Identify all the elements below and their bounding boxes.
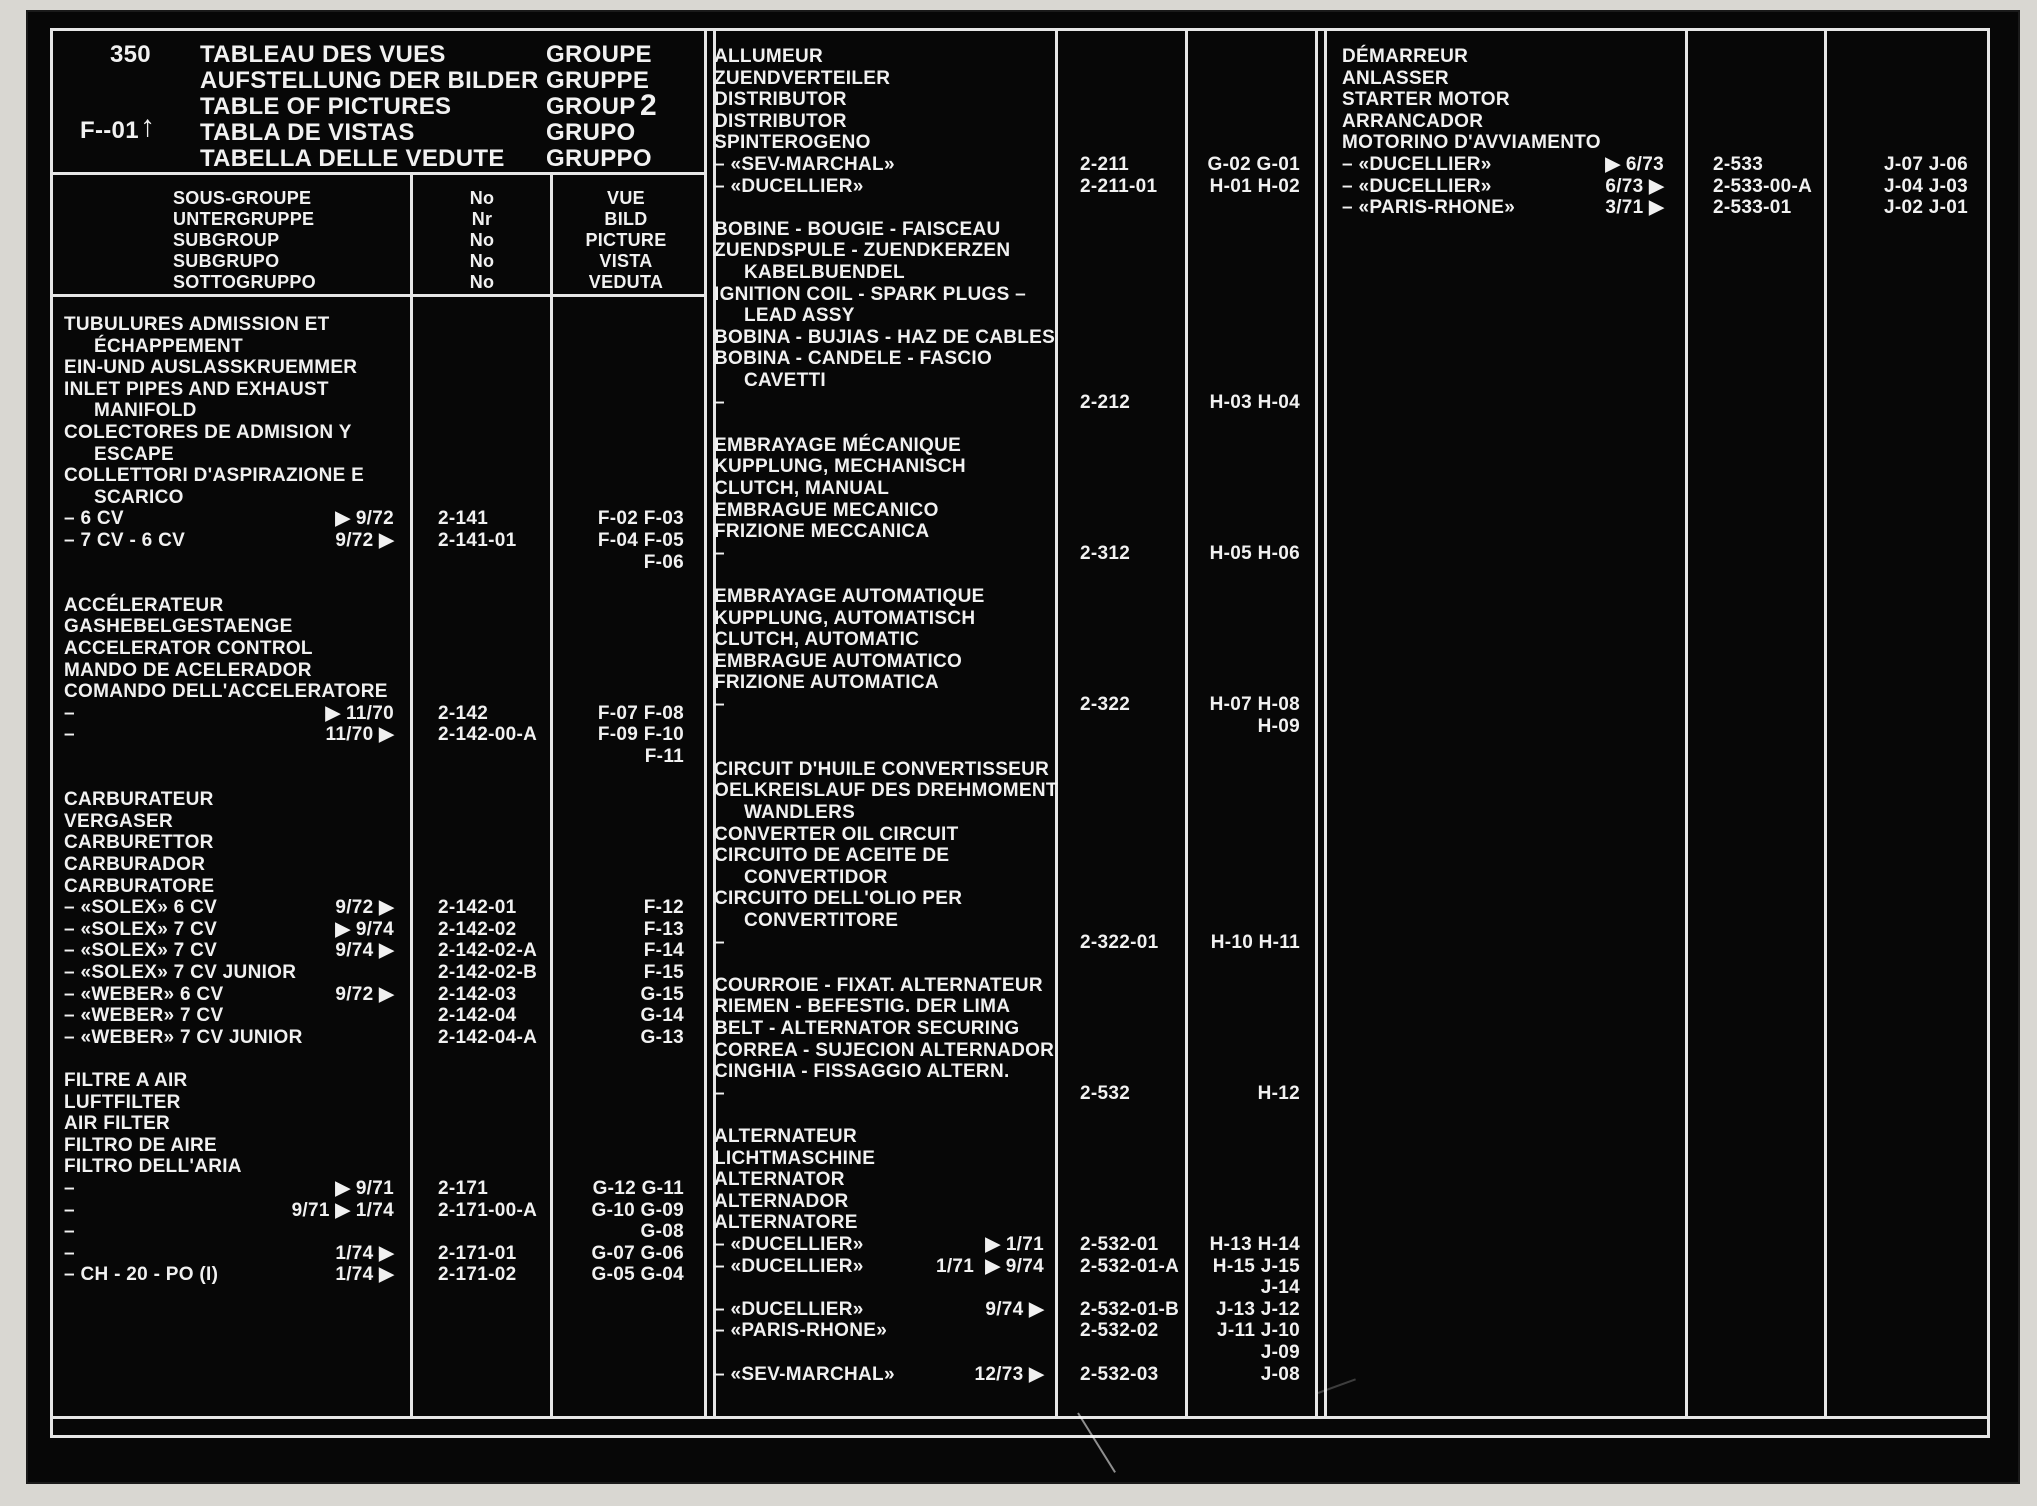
view-label-line: VUE	[607, 188, 645, 208]
divider-vue-col3	[1824, 28, 1827, 1418]
entry-text: CARBURATEUR	[64, 789, 214, 811]
entry-text: –	[714, 391, 725, 413]
number-label-line: No	[469, 230, 495, 250]
page-title-line: AUFSTELLUNG DER BILDER	[200, 67, 539, 94]
page-title-line: TABLE OF PICTURES	[200, 93, 452, 120]
entry-date: ▶ 11/70	[325, 702, 394, 724]
entry-view: F-14	[643, 940, 684, 962]
entry-text: RIEMEN - BEFESTIG. DER LIMA	[714, 996, 1011, 1018]
entry-view: H-09	[1257, 715, 1300, 737]
entry-date: ▶ 9/72	[335, 508, 394, 530]
entry-text: BELT - ALTERNATOR SECURING	[714, 1018, 1020, 1039]
entry-view: H-10 H-11	[1210, 931, 1300, 953]
entry-text: KUPPLUNG, AUTOMATISCH	[714, 607, 976, 629]
divider-no-vue-col1	[550, 172, 553, 1418]
group-label-line: GRUPPO	[546, 145, 652, 172]
entry-view: F-06	[643, 551, 684, 573]
entry-text: AIR FILTER	[64, 1113, 171, 1135]
entry-number: 2-533-00-A	[1713, 175, 1813, 197]
entry-number: 2-532-01	[1080, 1234, 1159, 1255]
entry-text: –	[714, 542, 725, 564]
entry-date: 1/74 ▶	[335, 1264, 394, 1286]
entry-text: ACCÉLERATEUR	[64, 594, 224, 616]
entry-number: 2-171-02	[438, 1264, 517, 1286]
entry-date: 12/73 ▶	[974, 1363, 1044, 1385]
entry-view: G-14	[640, 1005, 684, 1027]
entry-number: 2-142-04-A	[438, 1026, 538, 1048]
entry-text: ACCELERATOR CONTROL	[64, 638, 313, 659]
entry-text: KABELBUENDEL	[744, 262, 905, 283]
number-label-line: No	[469, 251, 495, 271]
entry-text: IGNITION COIL - SPARK PLUGS –	[714, 283, 1027, 305]
page-number: 350	[110, 41, 151, 68]
entry-text: SPINTEROGENO	[714, 132, 871, 154]
entry-text: – «SOLEX» 7 CV	[64, 940, 218, 962]
entry-view: H-03 H-04	[1209, 391, 1300, 413]
entry-view: G-02 G-01	[1207, 154, 1300, 175]
group-label-line: GROUPE	[546, 41, 652, 68]
entry-text: –	[714, 931, 725, 953]
subgroup-label-line: UNTERGRUPPE	[173, 209, 315, 229]
entry-view: J-11 J-10	[1217, 1320, 1300, 1342]
entry-view: F-04 F-05	[597, 530, 684, 551]
entry-date: ▶ 9/74	[335, 918, 394, 940]
entry-text: CIRCUITO DELL'OLIO PER	[714, 888, 963, 910]
entry-view: F-12	[643, 897, 684, 919]
entry-date: 9/74 ▶	[985, 1298, 1044, 1320]
page-title-line: TABELLA DELLE VEDUTE	[200, 145, 505, 172]
entry-number: 2-532-01-A	[1080, 1255, 1180, 1277]
entry-view: J-08	[1260, 1363, 1300, 1385]
entry-number: 2-142-04	[438, 1005, 517, 1027]
number-label-line: Nr	[471, 209, 493, 229]
entry-text: EIN-UND AUSLASSKRUEMMER	[64, 357, 358, 379]
entry-text: ALTERNATORE	[714, 1212, 858, 1234]
entry-number: 2-322-01	[1080, 931, 1159, 953]
group-label-line: GRUPO	[546, 119, 636, 146]
entry-number: 2-532-01-B	[1080, 1298, 1180, 1320]
entry-number: 2-171-01	[438, 1242, 517, 1264]
entry-text: CARBURADOR	[64, 854, 206, 875]
entry-text: – «SOLEX» 7 CV JUNIOR	[64, 962, 297, 983]
entry-text: VERGASER	[64, 810, 174, 832]
entry-date: 11/70 ▶	[325, 724, 394, 746]
entry-text: –	[714, 694, 725, 715]
entry-text: BOBINA - CANDELE - FASCIO	[714, 348, 993, 370]
entry-text: – CH - 20 - PO (I)	[64, 1264, 219, 1286]
number-label-line: No	[469, 272, 495, 292]
divider-no-col2	[1055, 28, 1058, 1418]
entry-text: EMBRAYAGE AUTOMATIQUE	[714, 586, 985, 607]
footer-rule	[50, 1416, 1990, 1419]
entry-text: EMBRAGUE MECANICO	[714, 499, 939, 521]
page-ref: F--01	[80, 117, 139, 144]
entry-view: J-09	[1260, 1342, 1300, 1363]
entry-view: H-15 J-15	[1212, 1255, 1300, 1277]
entry-text: EMBRAYAGE MÉCANIQUE	[714, 434, 962, 456]
entry-text: CIRCUIT D'HUILE CONVERTISSEUR	[714, 758, 1050, 780]
entry-text: MANIFOLD	[94, 400, 197, 422]
entry-number: 2-533	[1713, 154, 1764, 175]
entry-text: ARRANCADOR	[1342, 110, 1484, 132]
entry-text: OELKREISLAUF DES DREHMOMENT	[714, 780, 1058, 802]
subgroup-label-line: SOUS-GROUPE	[173, 188, 312, 208]
up-arrow-icon: ↑	[140, 110, 156, 143]
entry-text: –	[64, 1199, 75, 1221]
entry-text: INLET PIPES AND EXHAUST	[64, 378, 329, 400]
entry-text: ALTERNATOR	[714, 1169, 845, 1191]
entry-text: – «WEBER» 7 CV JUNIOR	[64, 1026, 303, 1048]
entry-number: 2-532-02	[1080, 1320, 1159, 1342]
entry-number: 2-211	[1080, 154, 1130, 175]
entry-text: FILTRO DELL'ARIA	[64, 1156, 242, 1178]
entry-text: DISTRIBUTOR	[714, 110, 847, 132]
entry-text: – 6 CV	[64, 508, 124, 530]
entry-text: CONVERTITORE	[744, 910, 899, 931]
entry-view: H-13 H-14	[1209, 1234, 1300, 1255]
entry-view: G-13	[640, 1026, 684, 1048]
entry-text: TUBULURES ADMISSION ET	[64, 314, 330, 335]
entry-date: 1/74 ▶	[335, 1242, 394, 1264]
view-label-line: VISTA	[599, 251, 653, 271]
entry-text: –	[714, 1082, 725, 1104]
subheader-rule	[50, 294, 705, 297]
entry-text: ÉCHAPPEMENT	[94, 335, 243, 357]
entry-text: – «DUCELLIER»	[714, 1298, 864, 1320]
entry-number: 2-312	[1080, 542, 1131, 564]
divider-vue-col2	[1185, 28, 1188, 1418]
entry-text: COURROIE - FIXAT. ALTERNATEUR	[714, 974, 1043, 996]
entry-text: ESCAPE	[94, 443, 174, 465]
entry-view: F-07 F-08	[597, 702, 684, 724]
entry-view: J-14	[1260, 1277, 1300, 1299]
entry-text: – «SOLEX» 7 CV	[64, 918, 218, 940]
entry-text: ANLASSER	[1342, 67, 1449, 89]
entry-text: – «PARIS-RHONE»	[714, 1320, 888, 1342]
entry-text: CARBURATORE	[64, 875, 215, 897]
subgroup-label-line: SUBGRUPO	[173, 251, 280, 271]
entry-text: KUPPLUNG, MECHANISCH	[714, 456, 966, 478]
group-number: 2	[640, 89, 657, 122]
entry-number: 2-211-01	[1080, 175, 1158, 197]
entry-text: FRIZIONE MECCANICA	[714, 521, 930, 543]
entry-text: FILTRO DE AIRE	[64, 1134, 218, 1156]
entry-text: COMANDO DELL'ACCELERATORE	[64, 681, 388, 703]
subgroup-label-line: SUBGROUP	[173, 230, 280, 250]
entry-text: –	[64, 1221, 75, 1243]
view-label-line: VEDUTA	[588, 272, 664, 292]
entry-number: 2-142-02-A	[438, 940, 538, 962]
entry-number: 2-141	[438, 508, 489, 530]
entry-text: STARTER MOTOR	[1342, 89, 1510, 111]
view-label-line: BILD	[604, 209, 648, 229]
entry-view: F-02 F-03	[597, 508, 684, 530]
entry-view: G-07 G-06	[591, 1242, 684, 1264]
divider-col1-col2	[704, 28, 707, 1418]
entry-text: WANDLERS	[744, 802, 856, 823]
entry-text: CINGHIA - FISSAGGIO ALTERN.	[714, 1061, 1010, 1083]
group-label-line: GRUPPE	[546, 67, 650, 94]
entry-text: CONVERTIDOR	[744, 866, 888, 888]
entry-view: F-09 F-10	[597, 724, 684, 746]
entry-text: MOTORINO D'AVVIAMENTO	[1342, 132, 1601, 154]
divider-no-col3	[1685, 28, 1688, 1418]
entry-view: J-04 J-03	[1883, 175, 1968, 197]
entry-text: – «DUCELLIER»	[1342, 175, 1492, 197]
entry-text: COLLETTORI D'ASPIRAZIONE E	[64, 465, 365, 487]
entry-view: J-13 J-12	[1215, 1298, 1300, 1320]
entry-text: – «DUCELLIER»	[1342, 154, 1492, 175]
entry-date: 9/72 ▶	[335, 983, 394, 1005]
entry-date: 1/71 ▶ 9/74	[935, 1255, 1044, 1277]
view-label-line: PICTURE	[585, 230, 667, 250]
entry-text: ALTERNADOR	[714, 1190, 849, 1212]
entry-view: G-10 G-09	[591, 1199, 684, 1221]
entry-text: LEAD ASSY	[744, 305, 855, 327]
entry-text: – «PARIS-RHONE»	[1342, 197, 1516, 219]
entry-view: J-02 J-01	[1883, 197, 1968, 219]
entry-text: ZUENDSPULE - ZUENDKERZEN	[714, 240, 1011, 262]
entry-date: ▶ 6/73	[1605, 154, 1664, 175]
entry-text: –	[64, 702, 75, 724]
divider-text-no-col1	[410, 172, 413, 1418]
entry-text: CORREA - SUJECION ALTERNADOR	[714, 1039, 1055, 1061]
entry-text: ALTERNATEUR	[714, 1126, 857, 1147]
entry-text: –	[64, 1242, 75, 1264]
entry-text: –	[64, 724, 75, 746]
entry-text: – «DUCELLIER»	[714, 1234, 864, 1255]
entry-text: EMBRAGUE AUTOMATICO	[714, 650, 963, 672]
entry-text: – «SEV-MARCHAL»	[714, 154, 895, 175]
entry-text: – «DUCELLIER»	[714, 175, 864, 197]
entry-number: 2-142-01	[438, 897, 517, 919]
entry-text: LICHTMASCHINE	[714, 1147, 876, 1169]
entry-text: GASHEBELGESTAENGE	[64, 616, 293, 638]
page-title-line: TABLEAU DES VUES	[200, 41, 446, 68]
entry-text: FRIZIONE AUTOMATICA	[714, 672, 939, 694]
entry-text: – «DUCELLIER»	[714, 1255, 864, 1277]
entry-text: – «SEV-MARCHAL»	[714, 1363, 895, 1385]
entry-text: CAVETTI	[744, 370, 826, 391]
entry-number: 2-142-02-B	[438, 962, 538, 983]
entry-view: J-07 J-06	[1883, 154, 1968, 175]
entry-text: CLUTCH, AUTOMATIC	[714, 629, 920, 651]
entry-number: 2-142-00-A	[438, 724, 538, 746]
entry-number: 2-142-02	[438, 918, 517, 940]
entry-date: 6/73 ▶	[1605, 175, 1664, 197]
entry-number: 2-532	[1080, 1082, 1131, 1104]
entry-text: DISTRIBUTOR	[714, 89, 847, 111]
entry-text: FILTRE A AIR	[64, 1070, 188, 1091]
entry-view: F-15	[643, 962, 684, 983]
entry-text: –	[64, 1178, 75, 1199]
entry-number: 2-142	[438, 702, 489, 724]
entry-text: – «WEBER» 6 CV	[64, 983, 224, 1005]
subgroup-label-line: SOTTOGRUPPO	[173, 272, 316, 292]
entry-number: 2-142-03	[438, 983, 517, 1005]
group-label-line: GROUP	[546, 93, 636, 120]
entry-view: H-05 H-06	[1209, 542, 1300, 564]
entry-number: 2-171-00-A	[438, 1199, 538, 1221]
entry-date: ▶ 9/71	[335, 1178, 394, 1199]
entry-view: F-13	[643, 918, 684, 940]
entry-text: – 7 CV - 6 CV	[64, 530, 186, 551]
entry-text: COLECTORES DE ADMISION Y	[64, 422, 352, 443]
entry-text: ALLUMEUR	[714, 46, 823, 67]
entry-text: – «SOLEX» 6 CV	[64, 897, 218, 919]
entry-text: CONVERTER OIL CIRCUIT	[714, 823, 959, 845]
divider-col2-col3-double	[1324, 28, 1327, 1418]
entry-text: LUFTFILTER	[64, 1091, 181, 1113]
entry-date: 9/71 ▶ 1/74	[291, 1199, 394, 1221]
page-title-line: TABLA DE VISTAS	[200, 119, 415, 146]
entry-text: CLUTCH, MANUAL	[714, 478, 890, 499]
entry-date: 9/74 ▶	[335, 940, 394, 962]
catalog-page	[28, 12, 2018, 1482]
entry-date: 9/72 ▶	[335, 530, 394, 551]
entry-view: G-15	[640, 983, 684, 1005]
entry-text: BOBINE - BOUGIE - FAISCEAU	[714, 218, 1001, 240]
entry-number: 2-322	[1080, 694, 1131, 715]
entry-number: 2-532-03	[1080, 1363, 1159, 1385]
entry-view: G-08	[640, 1221, 684, 1243]
entry-text: CARBURETTOR	[64, 832, 214, 854]
entry-view: H-07 H-08	[1209, 694, 1300, 715]
number-label-line: No	[469, 188, 495, 208]
entry-date: 9/72 ▶	[335, 897, 394, 919]
entry-number: 2-212	[1080, 391, 1131, 413]
entry-text: MANDO DE ACELERADOR	[64, 659, 312, 681]
entry-number: 2-533-01	[1713, 197, 1792, 219]
entry-text: DÉMARREUR	[1342, 46, 1469, 67]
divider-col2-col3	[1315, 28, 1318, 1418]
entry-view: F-11	[644, 746, 684, 767]
entry-view: G-12 G-11	[592, 1178, 684, 1199]
entry-text: BOBINA - BUJIAS - HAZ DE CABLES	[714, 326, 1056, 348]
entry-number: 2-171	[438, 1178, 489, 1199]
entry-date: ▶ 1/71	[985, 1234, 1044, 1255]
entry-view: H-01 H-02	[1209, 175, 1300, 197]
entry-text: – «WEBER» 7 CV	[64, 1005, 224, 1027]
entry-view: H-12	[1257, 1082, 1300, 1104]
entry-number: 2-141-01	[438, 530, 517, 551]
entry-date: 3/71 ▶	[1605, 197, 1664, 219]
entry-text: SCARICO	[94, 486, 184, 508]
entry-view: G-05 G-04	[591, 1264, 684, 1286]
entry-text: CIRCUITO DE ACEITE DE	[714, 845, 950, 867]
entry-text: ZUENDVERTEILER	[714, 67, 891, 89]
header-rule	[50, 172, 705, 175]
